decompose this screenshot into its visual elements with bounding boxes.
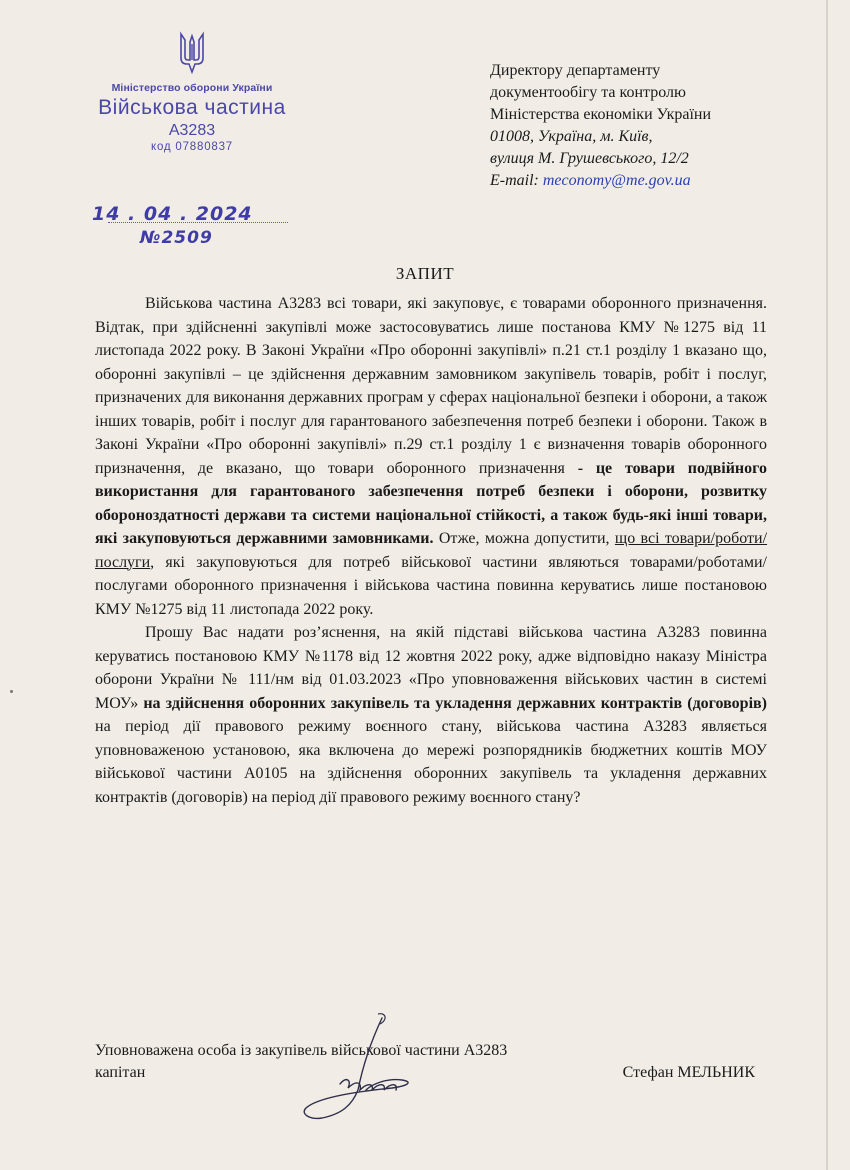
p2-bold-text: на здійснення оборонних закупівель та укладення державних контрактів (договорів) — [138, 694, 767, 712]
email-label: E-mail: — [490, 172, 539, 189]
paragraph-1 — [95, 292, 767, 621]
stamp-unit: Військова частина — [98, 96, 286, 119]
signatory-name: Стефан МЕЛЬНИК — [622, 1064, 755, 1081]
addressee-line: документообігу та контролю — [490, 84, 686, 101]
p1-text-cont: Отже, можна допустити, — [433, 530, 615, 547]
handwritten-reg-number: №2509 — [140, 228, 213, 248]
official-stamp — [92, 30, 292, 153]
handwritten-date: 14 . 04 . 2024 — [92, 203, 253, 225]
page-edge — [826, 0, 828, 1170]
p1-text-end: , які закуповуються для потреб військової частини являються товарами/роботами/послугами оборонного призначення і військова частина повинна керуватись лише постановою КМУ №1275 від 11 листопада 2022 року. — [95, 553, 767, 618]
addressee-email-line — [490, 170, 711, 192]
addressee-block — [490, 60, 711, 192]
stamp-ministry: Міністерство оборони України — [111, 82, 273, 94]
p1-underlined-text: що всі товари/роботи/послуги — [95, 530, 768, 571]
email-link[interactable]: meconomy@me.gov.ua — [542, 172, 691, 189]
trident-emblem-icon — [176, 30, 208, 74]
signatory-rank: капітан — [95, 1064, 146, 1081]
p1-bold-text: - це товари подвійного використання для гарантованого забезпечення потреб безпеки і оборони, розвитку обороноздатності держави та системи національної стійкості, а також будь-які інші товари, які закуповуються державними замовниками. — [95, 459, 767, 547]
document-title: ЗАПИТ — [395, 264, 455, 283]
addressee-address: 01008, Україна, м. Київ, — [490, 128, 653, 145]
paragraph-2 — [95, 621, 767, 809]
handwritten-signature-icon — [282, 1010, 452, 1125]
addressee-line: Директору департаменту — [490, 62, 661, 79]
stamp-unit-number: А3283 — [168, 122, 216, 139]
document-body — [95, 292, 767, 809]
p2-text-end: на період дії правового режиму воєнного стану, військова частина А3283 являється уповноваженою установою, яка включена до мережі розпорядників бюджетних коштів МОУ військової частини А0105 на здійснення оборонних закупівель та укладення державних контрактів (договорів) на період дії правового режиму воєнного стану? — [95, 718, 767, 806]
stamp-code: код 07880837 — [151, 141, 233, 153]
addressee-line: Міністерства економіки України — [490, 106, 712, 123]
scan-speck — [10, 690, 13, 693]
addressee-street: вулиця М. Грушевського, 12/2 — [490, 150, 689, 167]
p1-text: Військова частина А3283 всі товари, які закуповує, є товарами оборонного призначення. Відтак, при здійсненні закупівлі може застосовуватись лише постанова КМУ №1275 від 11 листопада 2022 року. В Законі України «Про оборонні закупівлі» п.21 ст.1 розділу 1 вказано що, оборонні закупівлі – це здійснення державним замовником закупівель товарів, робіт і послуг, призначених для виконання державних програм у сферах національної безпеки і оборони, а також інших товарів, робіт і послуг для гарантованого забезпечення потреб безпеки і оборони. Також в Законі України «Про оборонні закупівлі» п.29 ст.1 розділу 1 є визначення товарів оборонного призначення, де вказано, що товари оборонного призначення — [95, 295, 767, 477]
signatory-role: Уповноважена особа із закупівель військової частини А3283 — [95, 1042, 508, 1059]
p2-text: Прошу Вас надати роз’яснення, на якій підставі військова частина А3283 повинна керуватись постановою КМУ №1178 від 12 жовтня 2022 року, адже відповідно наказу Міністра оборони України № 111/нм від 01.03.2023 «Про уповноваження військових частин в системі МОУ» — [95, 624, 767, 712]
date-dotted-line — [108, 222, 288, 223]
